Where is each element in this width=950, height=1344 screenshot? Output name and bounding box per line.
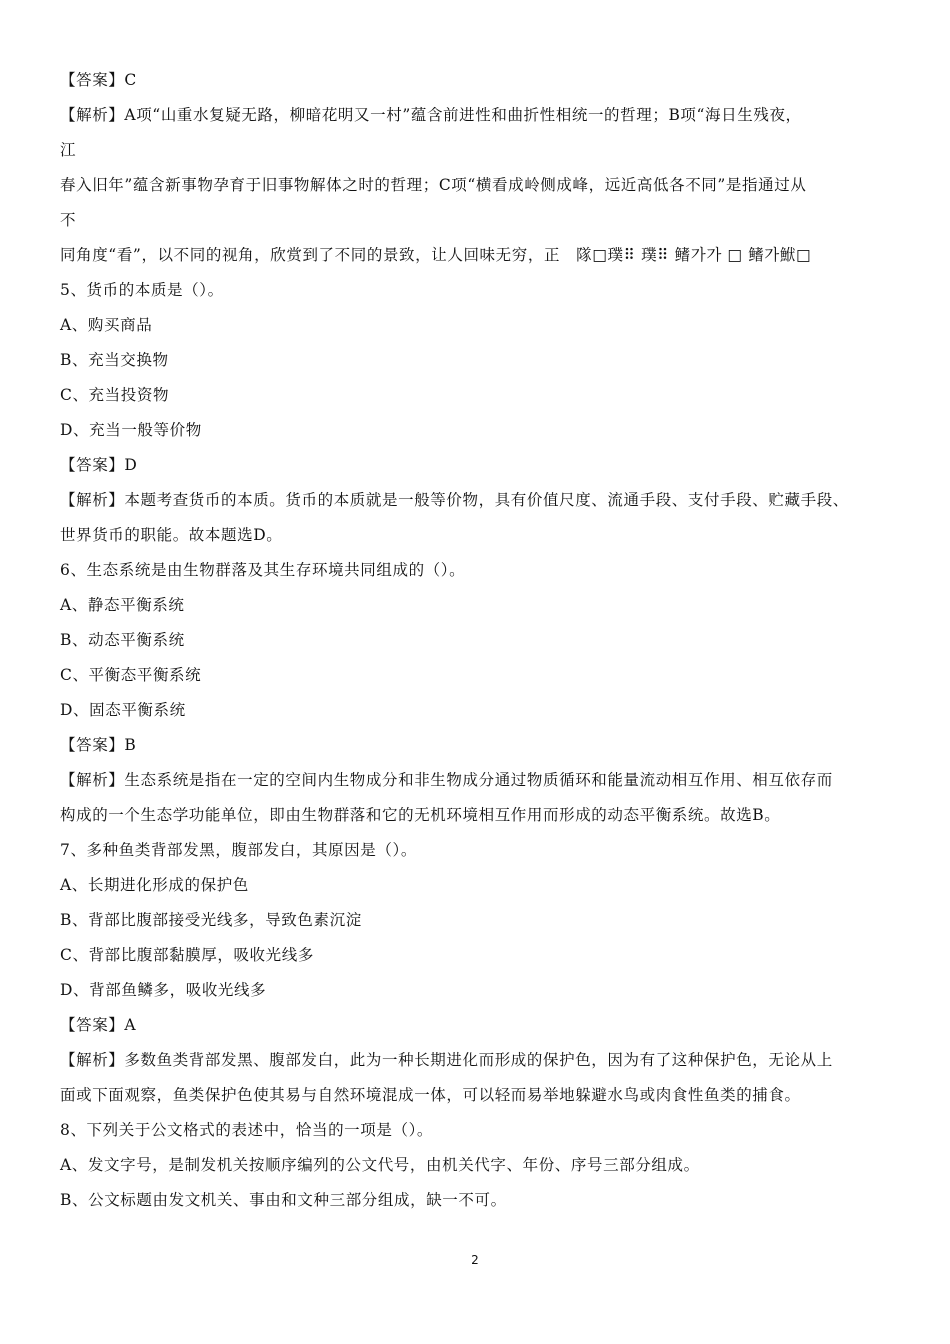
analysis-line: 【解析】A项“山重水复疑无路，柳暗花明又一村”蕴含前进性和曲折性相统一的哲理；B项“海日生残夜， xyxy=(60,106,802,124)
text-line: 春入旧年”蕴含新事物孕育于旧事物解体之时的哲理；C项“横看成岭侧成峰，远近高低各不同”是指通过从 xyxy=(60,176,807,194)
question-line: 7、多种鱼类背部发黑，腹部发白，其原因是（）。 xyxy=(60,841,417,859)
analysis-line: 【解析】多数鱼类背部发黑、腹部发白，此为一种长期进化而形成的保护色，因为有了这种保护色，无论从上 xyxy=(60,1051,833,1069)
text-line: 世界货币的职能。故本题选D。 xyxy=(60,526,283,544)
answer-line: 【答案】C xyxy=(60,71,137,89)
option-line: B、动态平衡系统 xyxy=(60,631,185,649)
question-line: 5、货币的本质是（）。 xyxy=(60,281,224,299)
text-line: 不 xyxy=(60,211,77,229)
option-line: C、平衡态平衡系统 xyxy=(60,666,202,684)
option-line: B、充当交换物 xyxy=(60,351,169,369)
analysis-line: 【解析】生态系统是指在一定的空间内生物成分和非生物成分通过物质循环和能量流动相互作用、相互依存而 xyxy=(60,771,833,789)
question-line: 8、下列关于公文格式的表述中，恰当的一项是（）。 xyxy=(60,1121,434,1139)
option-line: D、固态平衡系统 xyxy=(60,701,186,719)
answer-line: 【答案】A xyxy=(60,1016,137,1034)
option-line: B、背部比腹部接受光线多，导致色素沉淀 xyxy=(60,911,362,929)
answer-line: 【答案】B xyxy=(60,736,137,754)
option-line: A、长期进化形成的保护色 xyxy=(60,876,249,894)
text-line: 同角度“看”，以不同的视角，欣赏到了不同的景致，让人回味无穷，正 隊□璞⠿ 璞⠿ 鳍가가 □ 鳍가鮲□ xyxy=(60,246,812,264)
text-line: 江 xyxy=(60,141,77,159)
option-line: A、静态平衡系统 xyxy=(60,596,185,614)
option-line: A、发文字号，是制发机关按顺序编列的公文代号，由机关代字、年份、序号三部分组成。 xyxy=(60,1156,700,1174)
option-line: A、购买商品 xyxy=(60,316,153,334)
text-line: 面或下面观察，鱼类保护色使其易与自然环境混成一体，可以轻而易举地躲避水鸟或肉食性鱼类的捕食。 xyxy=(60,1086,801,1104)
option-line: C、充当投资物 xyxy=(60,386,170,404)
text-line: 构成的一个生态学功能单位，即由生物群落和它的无机环境相互作用而形成的动态平衡系统。故选B。 xyxy=(60,806,781,824)
option-line: D、背部鱼鳞多，吸收光线多 xyxy=(60,981,267,999)
option-line: C、背部比腹部黏膜厚，吸收光线多 xyxy=(60,946,314,964)
option-line: B、公文标题由发文机关、事由和文种三部分组成，缺一不可。 xyxy=(60,1191,507,1209)
question-line: 6、生态系统是由生物群落及其生存环境共同组成的（）。 xyxy=(60,561,466,579)
answer-line: 【答案】D xyxy=(60,456,138,474)
page-number: 2 xyxy=(471,1253,479,1267)
option-line: D、充当一般等价物 xyxy=(60,421,202,439)
analysis-line: 【解析】本题考查货币的本质。货币的本质就是一般等价物，具有价值尺度、流通手段、支付手段、贮藏手段、 xyxy=(60,491,849,509)
